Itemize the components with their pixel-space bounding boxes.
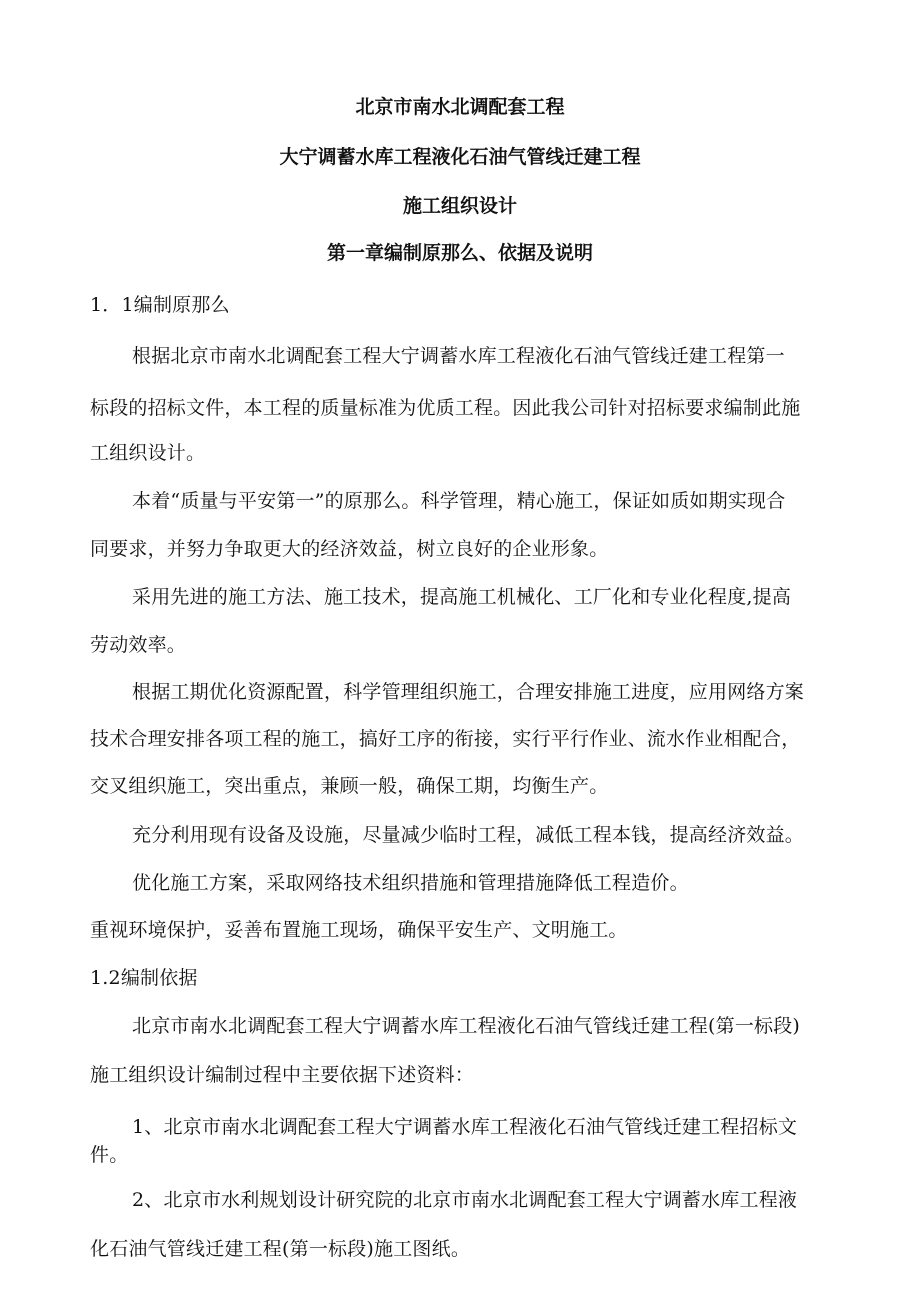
paragraph-line: 充分利用现有设备及设施，尽量减少临时工程，减低工程本钱，提高经济效益。 <box>132 824 805 846</box>
paragraph-line: 优化施工方案，采取网络技术组织措施和管理措施降低工程造价。 <box>132 872 689 894</box>
paragraph-line: 同要求，并努力争取更大的经济效益，树立良好的企业形象。 <box>90 538 609 560</box>
paragraph-line: 根据工期优化资源配置，科学管理组织施工，合理安排施工进度，应用网络方案 <box>132 681 805 703</box>
paragraph-line: 北京市南水北调配套工程大宁调蓄水库工程液化石油气管线迁建工程(第一标段) <box>132 1015 801 1037</box>
paragraph-line: 技术合理安排各项工程的施工，搞好工序的衔接，实行平行作业、流水作业相配合， <box>90 728 801 750</box>
paragraph-line: 标段的招标文件，本工程的质量标准为优质工程。因此我公司针对招标要求编制此施 <box>90 397 801 419</box>
section-heading-1-1: 1．1编制原那么 <box>90 294 230 316</box>
paragraph-line: 根据北京市南水北调配套工程大宁调蓄水库工程液化石油气管线迁建工程第一 <box>132 345 785 367</box>
chapter-heading: 第一章编制原那么、依据及说明 <box>326 242 593 264</box>
list-item-line: 件。 <box>90 1144 129 1166</box>
list-item-line: 1、北京市南水北调配套工程大宁调蓄水库工程液化石油气管线迁建工程招标文 <box>132 1116 798 1138</box>
paragraph-line: 本着“质量与平安第一”的原那么。科学管理，精心施工，保证如质如期实现合 <box>132 490 786 512</box>
paragraph-line: 工组织设计。 <box>90 442 206 464</box>
list-item-line: 2、北京市水利规划设计研究院的北京市南水北调配套工程大宁调蓄水库工程液 <box>132 1189 798 1211</box>
paragraph-line: 劳动效率。 <box>90 634 187 656</box>
paragraph-line: 采用先进的施工方法、施工技术，提高施工机械化、工厂化和专业化程度,提高 <box>132 586 792 608</box>
paragraph-line: 重视环境保护，妥善布置施工现场，确保平安生产、文明施工。 <box>90 919 628 941</box>
paragraph-line: 交叉组织施工，突出重点，兼顾一般，确保工期，均衡生产。 <box>90 775 609 797</box>
document-title-subproject: 大宁调蓄水库工程液化石油气管线迁建工程 <box>279 146 641 168</box>
list-item-line: 化石油气管线迁建工程(第一标段)施工图纸。 <box>90 1238 471 1260</box>
section-heading-1-2: 1.2编制依据 <box>90 967 198 989</box>
document-title-type: 施工组织设计 <box>402 195 517 217</box>
paragraph-line: 施工组织设计编制过程中主要依据下述资料： <box>90 1064 475 1086</box>
document-title-project: 北京市南水北调配套工程 <box>355 96 565 118</box>
